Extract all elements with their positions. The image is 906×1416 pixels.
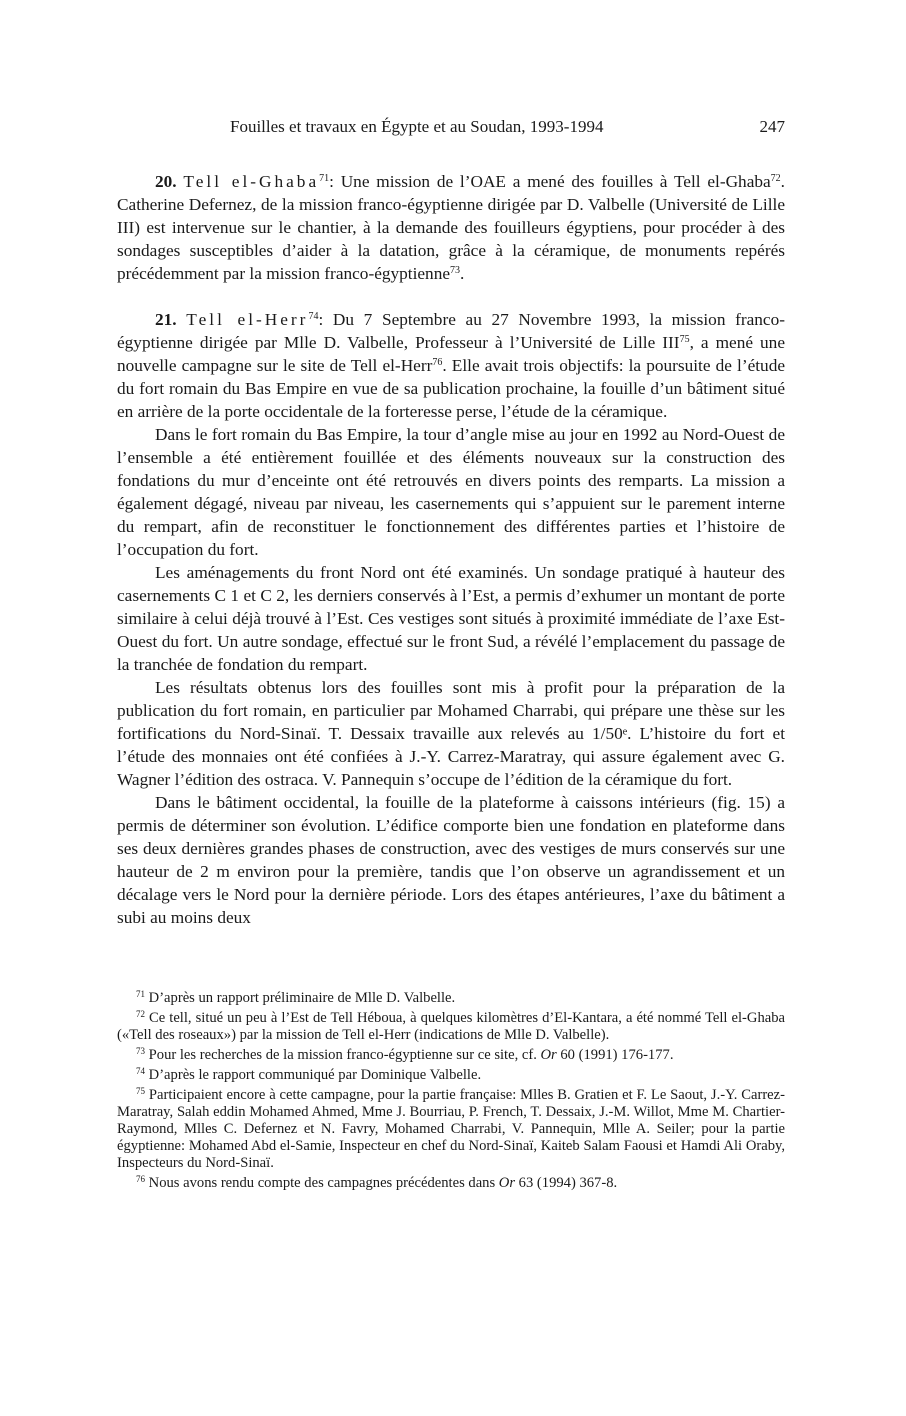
footnote-text: Ce tell, situé un peu à l’Est de Tell Héboua, à quelques kilomètres d’El-Kantara, a été nommé Tell el-Ghaba («Tell des roseaux») par la mission de Tell el-Herr (indications de Mlle D. Valbelle).	[117, 1010, 785, 1043]
page-number: 247	[759, 117, 785, 136]
section-text: .	[460, 264, 465, 283]
footnote-mark: 74	[136, 1066, 145, 1076]
section-number: 20.	[155, 172, 177, 191]
section-text: : Une mission de l’OAE a mené des fouilles à Tell el-Ghaba	[329, 172, 771, 191]
footnote-text: D’après le rapport communiqué par Dominique Valbelle.	[148, 1067, 482, 1083]
page-header	[117, 117, 785, 141]
footnote-73	[117, 1047, 785, 1064]
footnote-text: Nous avons rendu compte des campagnes précédentes dans	[148, 1175, 499, 1191]
footnote-text: 63 (1994) 367-8.	[515, 1175, 618, 1191]
footnote-74	[117, 1067, 785, 1084]
footnote-ref: 73	[450, 265, 461, 276]
journal-abbrev: Or	[540, 1047, 557, 1063]
footnote-text: D’après un rapport préliminaire de Mlle D. Valbelle.	[148, 990, 456, 1006]
footnote-71	[117, 990, 785, 1007]
body-text	[117, 170, 785, 929]
footnote-mark: 72	[136, 1009, 145, 1019]
section-text: . Elle avait trois objectifs: la poursuite de l’étude du fort romain du Bas Empire en vue de sa publication prochaine, la fouille d’un bâtiment situé en arrière de la porte occidentale de la forteresse perse, l’étude de la céramique.	[117, 356, 786, 421]
footnote-mark: 71	[136, 989, 145, 999]
footnote-ref: 74	[308, 311, 319, 322]
footnote-mark: 75	[136, 1086, 145, 1096]
section-21	[117, 308, 785, 423]
footnote-76	[117, 1175, 785, 1192]
footnote-75	[117, 1087, 785, 1172]
section-text: : Du 7 Septembre au 27 Novembre 1993, la mission franco-égyptienne dirigée par Mlle D. Valbelle, Professeur à l’Université de Lille III	[117, 310, 785, 352]
footnotes	[117, 990, 785, 1195]
footnote-text: Participaient encore à cette campagne, pour la partie française: Mlles B. Gratien et F. Le Saout, J.-Y. Carrez-Maratray, Salah eddin Mohamed Ahmed, Mme J. Bourriau, P. French, T. Dessaix, J.-M. Willot, Mme M. Chartier-Raymond, Mlles C. Defernez et N. Favry, Mohamed Charrabi, V. Pannequin, Mlle A. Seiler; pour la partie égyptienne: Mohamed Abd el-Samie, Inspecteur en chef du Nord-Sinaï, Kaiteb Salam Faousi et Hamdi Ali Oraby, Inspecteurs du Nord-Sinaï.	[117, 1087, 786, 1171]
section-text: . Catherine Defernez, de la mission franco-égyptienne dirigée par D. Valbelle (Université de Lille III) est intervenue sur le chantier, à la demande des fouilleurs égyptiens, pour procéder à des sondages susceptibles d’aider à la datation, grâce à la céramique, de monuments repérés précédemment par la mission franco-égyptienne	[117, 172, 785, 283]
paragraph: Dans le fort romain du Bas Empire, la tour d’angle mise au jour en 1992 au Nord-Ouest de l’ensemble a été entièrement fouillée et des éléments nouveaux sur la construction des fondations du mur d’enceinte ont été retrouvés en divers points des remparts. La mission a également dégagé, niveau par niveau, les casernements qui s’appuient sur le parement interne du rempart, afin de reconstituer le fonctionnement des différentes parties et l’histoire de l’occupation du fort.	[117, 425, 785, 559]
section-number: 21.	[155, 310, 177, 329]
footnote-72	[117, 1010, 785, 1044]
footnote-ref: 72	[770, 173, 781, 184]
footnote-ref: 75	[679, 334, 690, 345]
paragraph: Les résultats obtenus lors des fouilles sont mis à profit pour la préparation de la publication du fort romain, en particulier par Mohamed Charrabi, qui prépare une thèse sur les fortifications du Nord-Sinaï. T. Dessaix travaille aux relevés au 1/50ᵉ. L’histoire du fort et l’étude des monnaies ont été confiées à J.-Y. Carrez-Maratray, qui assure également avec G. Wagner l’édition des ostraca. V. Pannequin s’occupe de l’édition de la céramique du fort.	[117, 678, 785, 789]
footnote-text: 60 (1991) 176-177.	[556, 1047, 674, 1063]
section-20	[117, 170, 785, 285]
paragraph: Les aménagements du front Nord ont été examinés. Un sondage pratiqué à hauteur des casernements C 1 et C 2, les derniers conservés à l’Est, a permis d’exhumer un montant de porte similaire à celui déjà trouvé à l’Est. Ces vestiges sont situés à proximité immédiate de l’axe Est-Ouest du fort. Un autre sondage, effectué sur le front Sud, a révélé l’emplacement du passage de la tranchée de fondation du rempart.	[117, 563, 785, 674]
footnote-mark: 73	[136, 1046, 145, 1056]
section-title: Tell el-Herr	[186, 310, 309, 329]
journal-abbrev: Or	[498, 1175, 516, 1191]
running-title: Fouilles et travaux en Égypte et au Soudan, 1993-1994	[230, 117, 604, 136]
footnote-mark: 76	[136, 1174, 145, 1184]
footnote-ref: 76	[432, 357, 443, 368]
paragraph: Dans le bâtiment occidental, la fouille de la plateforme à caissons intérieurs (fig. 15) a permis de déterminer son évolution. L’édifice comporte bien une fondation en plateforme dans ses deux dernières grandes phases de construction, avec des vestiges de murs conservés sur une hauteur de 2 m environ pour la première, tandis que l’on observe un agrandissement et un décalage vers le Nord pour la dernière période. Lors des étapes antérieures, l’axe du bâtiment a subi au moins deux	[117, 793, 785, 927]
section-title: Tell el-Ghaba	[183, 172, 320, 191]
section-text: , a mené une nouvelle campagne sur le site de Tell el-Herr	[117, 333, 785, 375]
footnote-text: Pour les recherches de la mission franco-égyptienne sur ce site, cf.	[148, 1047, 541, 1063]
footnote-ref: 71	[319, 173, 330, 184]
